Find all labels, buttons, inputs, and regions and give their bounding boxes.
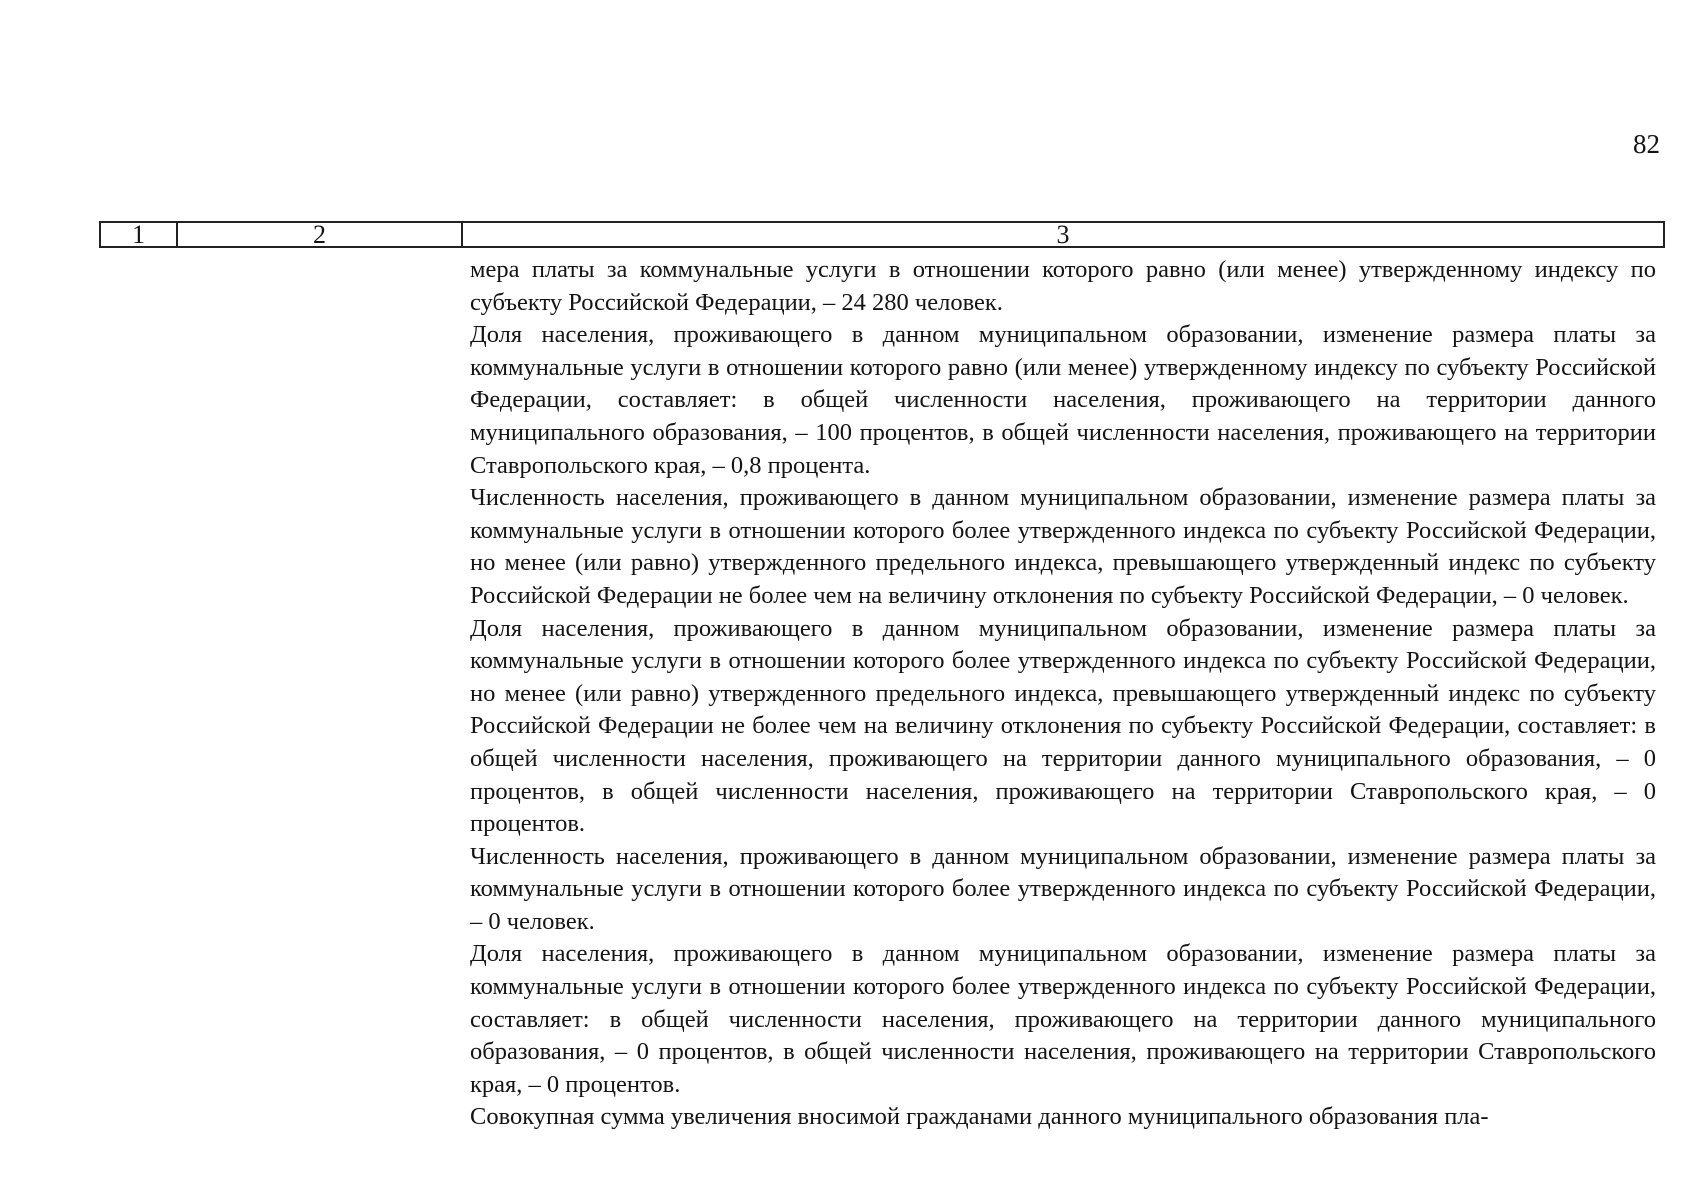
paragraph: Численность населения, проживающего в данном муниципальном образовании, изменение размера платы за коммунальные услуги в отношении которого более утвержденного индекса по субъекту Российской Федерации, но менее (или равно) утвержденного предельного индекса, превышающего утвержденный индекс по субъекту Российской Федерации не более чем на величину отклонения по субъекту Российской Федерации, – 0 человек. bbox=[470, 484, 1656, 609]
table-header-col-3: 3 bbox=[1056, 219, 1070, 249]
paragraph: Совокупная сумма увеличения вносимой гражданами данного муниципального образования пла- bbox=[470, 1103, 1489, 1131]
paragraph: Доля населения, проживающего в данном муниципальном образовании, изменение размера платы за коммунальные услуги в отношении которого более утвержденного индекса по субъекту Российской Федерации, составляет: в общей численности населения, проживающего на территории данного муниципального образования, – 0 процентов, в общей численности населения, проживающего на территории Ставропольского края, – 0 процентов. bbox=[470, 940, 1656, 1098]
document-body-text bbox=[470, 254, 1656, 1134]
paragraph: Доля населения, проживающего в данном муниципальном образовании, изменение размера платы за коммунальные услуги в отношении которого равно (или менее) утвержденному индексу по субъекту Российской Федерации, составляет: в общей численности населения, проживающего на территории данного муниципального образования, – 100 процентов, в общей численности населения, проживающего на территории Ставропольского края, – 0,8 процента. bbox=[470, 321, 1656, 479]
paragraph: Доля населения, проживающего в данном муниципальном образовании, изменение размера платы за коммунальные услуги в отношении которого более утвержденного индекса по субъекту Российской Федерации, но менее (или равно) утвержденного предельного индекса, превышающего утвержденный индекс по субъекту Российской Федерации не более чем на величину отклонения по субъекту Российской Федерации, составляет: в общей численности населения, проживающего на территории данного муниципального образования, – 0 процентов, в общей численности населения, проживающего на территории Ставропольского края, – 0 процентов. bbox=[470, 614, 1656, 838]
paragraph: мера платы за коммунальные услуги в отношении которого равно (или менее) утвержденному индексу по субъекту Российской Федерации, – 24 280 человек. bbox=[470, 256, 1656, 316]
table-header-col-2: 2 bbox=[178, 223, 463, 246]
page-number: 82 bbox=[1633, 129, 1660, 159]
table-header-col-1: 1 bbox=[101, 223, 178, 246]
paragraph: Численность населения, проживающего в данном муниципальном образовании, изменение размера платы за коммунальные услуги в отношении которого более утвержденного индекса по субъекту Российской Федерации, – 0 человек. bbox=[470, 842, 1656, 935]
table-header-row bbox=[99, 221, 1665, 248]
